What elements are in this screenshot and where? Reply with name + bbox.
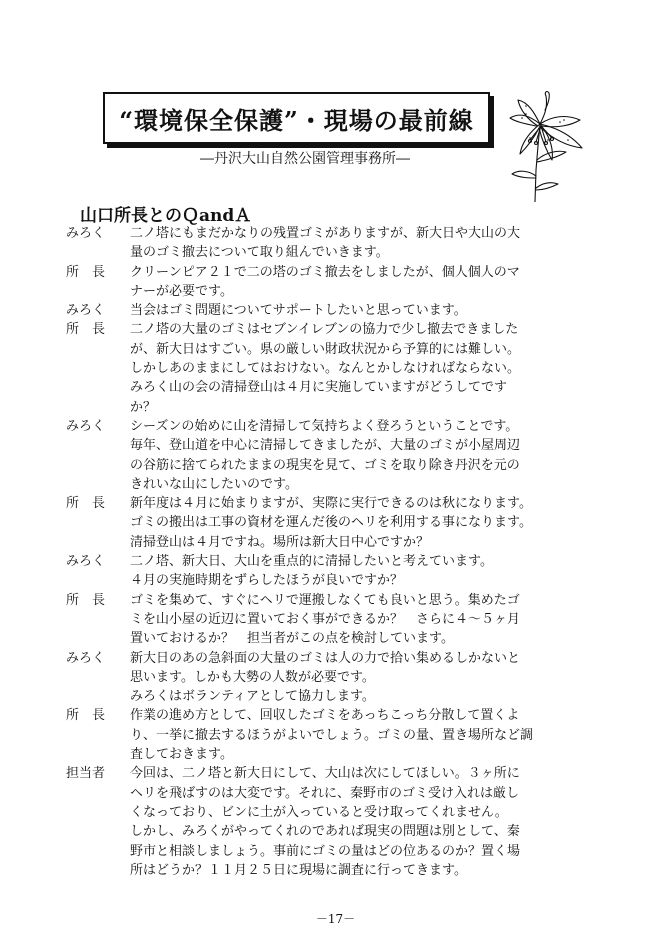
speech-line: みろくはボランティアとして協力します。 [130, 689, 375, 705]
speech-line: シーズンの始めに山を清掃して気持ちよく登ろうということです。 [130, 418, 519, 434]
title-box [103, 92, 490, 144]
dialogue-entry [66, 224, 551, 263]
speech-line: 新大日のあの急斜面の大量のゴミは人の力で拾い集めるしかないと [130, 650, 521, 666]
speech-line: 査しておきます。 [130, 747, 233, 763]
lily-flower-illustration [500, 90, 592, 202]
speech-line: 二ノ塔にもまだかなりの残置ゴミがありますが、新大日や大山の大 [130, 226, 521, 241]
dialogue-entry [66, 263, 551, 302]
dialogue-list [66, 224, 551, 880]
dialogue-entry [66, 706, 551, 764]
speaker-label: 所 長 [66, 708, 106, 724]
speech-text [130, 552, 551, 591]
speech-line: の谷筋に捨てられたままの現実を見て、ゴミを取り除き丹沢を元の [130, 457, 520, 473]
speech-line: 当会はゴミ問題についてサポートしたいと思っています。 [130, 303, 467, 319]
speech-line: 二ノ塔、新大日、大山を重点的に清掃したいと考えています。 [130, 554, 493, 570]
speech-line: しかし、みろくがやってくれのであれば現実の問題は別として、秦 [130, 824, 520, 840]
section-heading: 山口所長とのＱandＡ [80, 206, 252, 226]
speech-text [130, 301, 551, 320]
dialogue-entry [66, 494, 551, 552]
speech-line: が、新大日はすごい。県の厳しい財政状況から予算的には難しい。 [130, 341, 521, 357]
speech-line: 今回は、二ノ塔と新大日にして、大山は次にしてほしい。３ヶ所に [130, 766, 520, 782]
speech-line: り、一挙に撤去するほうがよいでしょう。ゴミの量、置き場所など調 [130, 727, 534, 743]
dialogue-entry [66, 591, 551, 649]
speech-text [130, 224, 551, 263]
speech-text [130, 764, 551, 880]
speech-line: ナーが必要です。 [130, 283, 233, 299]
page-title: “環境保全保護”・現場の最前線 [119, 105, 474, 135]
dialogue-entry [66, 552, 551, 591]
speech-line: 清掃登山は４月ですね。場所は新大日中心ですか？ [130, 534, 430, 550]
speech-line: 所はどうか？１１月２５日に現場に調査に行ってきます。 [130, 862, 467, 878]
speech-line: 野市と相談しましょう。事前にゴミの量はどの位あるのか？置く場 [130, 843, 521, 859]
speech-line: ４月の実施時期をずらしたほうが良いですか？ [130, 573, 404, 589]
speech-line: きれいな山にしたいのです。 [130, 476, 298, 492]
speaker-label: 所 長 [66, 496, 106, 512]
speaker-label: みろく [66, 554, 106, 570]
speech-text [130, 649, 551, 707]
speech-text [130, 494, 551, 552]
speaker-label: 所 長 [66, 264, 106, 280]
speech-line: 二ノ塔の大量のゴミはセブンイレブンの協力で少し撤去できました [130, 322, 519, 338]
speech-line: しかしあのままにしてはおけない。なんとかしなければならない。 [130, 361, 521, 377]
speech-line: 毎年、登山道を中心に清掃してきましたが、大量のゴミが小屋周辺 [130, 438, 521, 454]
speech-text [130, 591, 551, 649]
speech-text [130, 263, 551, 302]
speech-text [130, 417, 551, 494]
speech-line: くなっており、ビンに土が入っていると受け取ってくれません。 [130, 804, 508, 820]
speech-line: ゴミを集めて、すぐにヘリで運搬しなくても良いと思う。集めたゴ [130, 592, 520, 608]
speech-line: 置いておけるか？ 担当者がこの点を検討しています。 [130, 631, 454, 647]
speaker-label: 担当者 [66, 766, 106, 782]
page-number: －17－ [315, 912, 356, 926]
speech-text [130, 320, 551, 416]
speaker-label: みろく [66, 303, 106, 319]
speech-line: 新年度は４月に始まりますが、実際に実行できるのは秋になります。 [130, 496, 532, 512]
speech-line: 作業の進め方として、回収したゴミをあっちこっち分散して置くよ [130, 708, 520, 724]
dialogue-entry [66, 649, 551, 707]
speaker-label: みろく [66, 650, 106, 666]
speaker-label: みろく [66, 418, 106, 434]
speech-line: か？ [130, 399, 157, 415]
speaker-label: 所 長 [66, 592, 106, 608]
speech-text [130, 706, 551, 764]
speech-line: 思います。しかも大勢の人数が必要です。 [130, 669, 375, 685]
dialogue-entry [66, 320, 551, 416]
speaker-label: 所 長 [66, 322, 106, 338]
speaker-label: みろく [66, 226, 106, 241]
subtitle: ―丹沢大山自然公園管理事務所― [200, 151, 410, 167]
speech-line: クリーンピア２１で二の塔のゴミ撤去をしましたが、個人個人のマ [130, 264, 520, 280]
dialogue-entry [66, 301, 551, 320]
speech-line: みろく山の会の清掃登山は４月に実施していますがどうしてです [130, 380, 508, 396]
dialogue-entry [66, 764, 551, 880]
speech-line: ヘリを飛ばすのは大変です。それに、秦野市のゴミ受け入れは厳し [130, 785, 519, 801]
speech-line: 量のゴミ撤去について取り組んでいきます。 [130, 245, 389, 261]
dialogue-entry [66, 417, 551, 494]
speech-line: ゴミの搬出は工事の資材を運んだ後のヘリを利用する事になります。 [130, 515, 532, 531]
speech-line: ミを山小屋の近辺に置いておく事ができるか？ さらに４～５ヶ月 [130, 611, 521, 627]
